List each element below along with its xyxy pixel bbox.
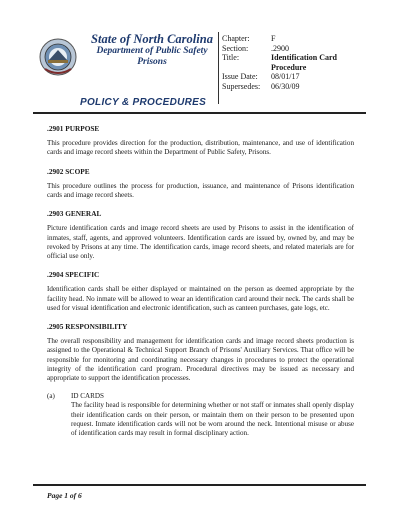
agency-department: Department of Public Safety xyxy=(96,46,208,56)
list-item-text: The facility head is responsible for determining whether or not staff or inmates shall openly display their identification cards on their person, or maintain them on their person to be presented upon request. Inmate identification cards will not be worn around the neck. Intentional misuse or abuse of identification cards may result in formal disciplinary action. xyxy=(71,401,354,438)
list-item-title: ID CARDS xyxy=(71,392,104,401)
meta-label-title: Title: xyxy=(222,53,240,62)
meta-values xyxy=(271,34,337,91)
page-number: Page 1 of 6 xyxy=(47,491,82,500)
meta-label-issue-date: Issue Date: xyxy=(222,72,258,81)
section-text: This procedure outlines the process for production, issuance, and maintenance of Prisons identification cards and image record sheets. xyxy=(47,181,354,200)
meta-label-supersedes: Supersedes: xyxy=(222,81,261,91)
meta-value-issue-date: 08/01/17 xyxy=(271,72,300,81)
section-heading: .2904 SPECIFIC xyxy=(47,270,100,280)
header-rule xyxy=(33,112,366,114)
section-scope xyxy=(47,167,354,201)
header-divider xyxy=(218,32,219,104)
meta-labels xyxy=(222,34,260,91)
meta-value-title: Identification Card xyxy=(271,53,337,62)
section-heading: .2905 RESPONSIBILITY xyxy=(47,322,128,332)
agency-division: Prisons xyxy=(137,57,167,67)
meta-label-blank xyxy=(222,63,260,73)
section-heading: .2901 PURPOSE xyxy=(47,124,100,133)
section-heading: .2903 GENERAL xyxy=(47,209,102,219)
section-purpose xyxy=(47,124,354,158)
section-text: Picture identification cards and image record sheets are used by Prisons to assist in the identification of inmates, staff, agents, and approved volunteers. Identification cards are issued by, owned by, and may be revoked by Prisons at any time. The identification cards, image record sheets, and related materials are for official use only. xyxy=(47,224,354,261)
agency-name xyxy=(88,32,216,68)
meta-value-chapter: F xyxy=(271,34,276,43)
list-item-id-cards xyxy=(47,392,354,438)
footer-rule xyxy=(33,484,366,486)
section-text: The overall responsibility and management for identification cards and image record sheets production is assigned to the Operational & Technical Support Branch of Prisons' Auxiliary Services. That office will be responsible for monitoring and coordinating necessary changes in procedures to protect the operational integrity of the identification card program. Procedural directives may be issued as necessary and appropriate to support the identification processes. xyxy=(47,337,354,383)
document-body xyxy=(47,124,354,438)
section-specific xyxy=(47,270,354,313)
list-item-body xyxy=(71,392,354,438)
meta-value-title-cont: Procedure xyxy=(271,62,307,72)
section-text: This procedure provides direction for the production, distribution, maintenance, and use of identification cards and image record sheets within the Department of Public Safety, Prisons. xyxy=(47,139,354,157)
section-heading: .2902 SCOPE xyxy=(47,166,90,176)
nc-state-seal-icon xyxy=(39,37,77,77)
meta-label-section: Section: xyxy=(222,43,249,53)
meta-value-section: .2900 xyxy=(271,43,289,53)
section-text: Identification cards shall be either displayed or maintained on the person as deemed appropriate by the facility head. No inmate will be allowed to wear an identification card around their neck. The cards shall be used for visual identification and electronic identification, such as canteen purchases, gate logs, etc. xyxy=(47,285,354,312)
policy-banner: POLICY & PROCEDURES xyxy=(80,97,207,108)
meta-value-supersedes: 06/30/09 xyxy=(271,81,300,91)
meta-label-chapter: Chapter: xyxy=(222,34,250,43)
section-general xyxy=(47,209,354,261)
section-responsibility xyxy=(47,322,354,383)
list-item-number: (a) xyxy=(47,392,55,401)
agency-state: State of North Carolina xyxy=(91,32,213,46)
